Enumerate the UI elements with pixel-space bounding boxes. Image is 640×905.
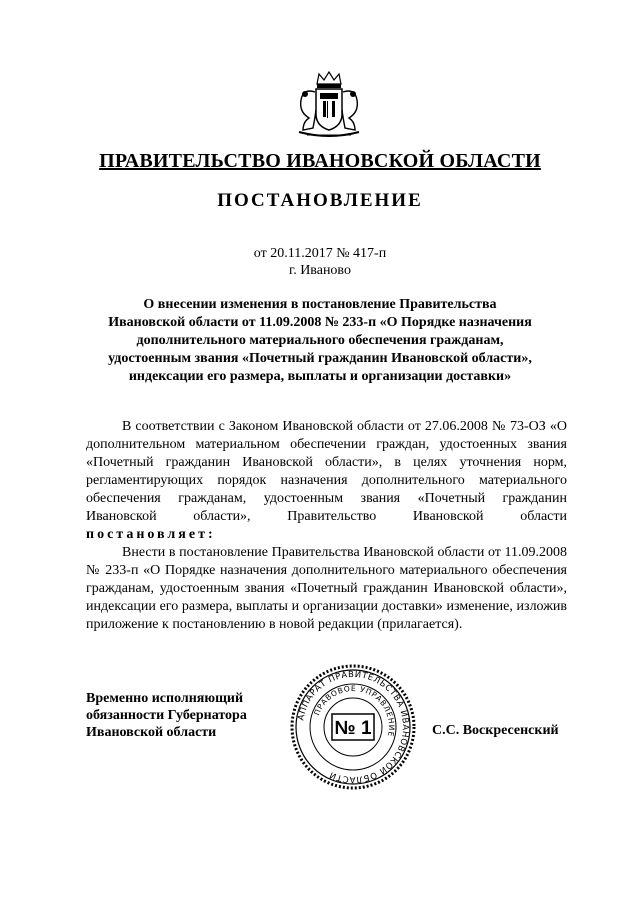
operative-paragraph: Внести в постановление Правительства Ивановской области от 11.09.2008 № 233-п «О Порядке назначения дополнительного материального обеспечения гражданам, удостоенным звания «Почетный гражданин Ивановской области», индексации его размера, выплаты и организации доставки» изменение, изложив приложение к постановлению в новой редакции (прилагается). (86, 545, 567, 632)
preamble-paragraph (86, 418, 567, 544)
ivanovo-coat-of-arms-icon (289, 70, 369, 142)
heading-line: дополнительного материального обеспечения гражданам, (136, 333, 504, 348)
signatory-name: С.С. Воскресенский (432, 723, 559, 738)
document-body (86, 418, 567, 634)
heading-line: удостоенным звания «Почетный гражданин Ивановской области», (108, 351, 532, 366)
date-number: от 20.11.2017 № 417-п (253, 246, 387, 261)
stamp-ring-text: АППАРАТ ПРАВИТЕЛЬСТВА ИВАНОВСКОЙ ОБЛАСТИ (296, 669, 411, 785)
heading-line: О внесении изменения в постановление Правительства (143, 297, 497, 312)
stamp-number: № 1 (334, 718, 372, 739)
stamp-inner-text: ПРАВОВОЕ УПРАВЛЕНИЕ (312, 683, 397, 738)
position-line: обязанности Губернатора (86, 708, 247, 723)
official-stamp (289, 663, 417, 791)
document-type: ПОСТАНОВЛЕНИЕ (217, 190, 423, 211)
government-title: ПРАВИТЕЛЬСТВО ИВАНОВСКОЙ ОБЛАСТИ (99, 150, 541, 172)
heading-line: индексации его размера, выплаты и организации доставки» (128, 369, 512, 384)
position-line: Временно исполняющий (86, 691, 244, 706)
city: г. Иваново (289, 263, 351, 278)
preamble-text: В соответствии с Законом Ивановской области от 27.06.2008 № 73-ОЗ «О дополнительном материальном обеспечении граждан, удостоенных звания «Почетный гражданин Ивановской области», в целях уточнения норм, регламентирующих порядок назначения дополнительного материального обеспечения гражданам, удостоенным звания «Почетный гражданин Ивановской области», Правительство Ивановской области (86, 419, 567, 524)
signatory-position (86, 690, 247, 741)
decree-word: постановляет: (86, 527, 216, 542)
heading-line: Ивановской области от 11.09.2008 № 233-п «О Порядке назначения (108, 315, 532, 330)
position-line: Ивановской области (86, 725, 217, 740)
document-heading (80, 296, 560, 386)
